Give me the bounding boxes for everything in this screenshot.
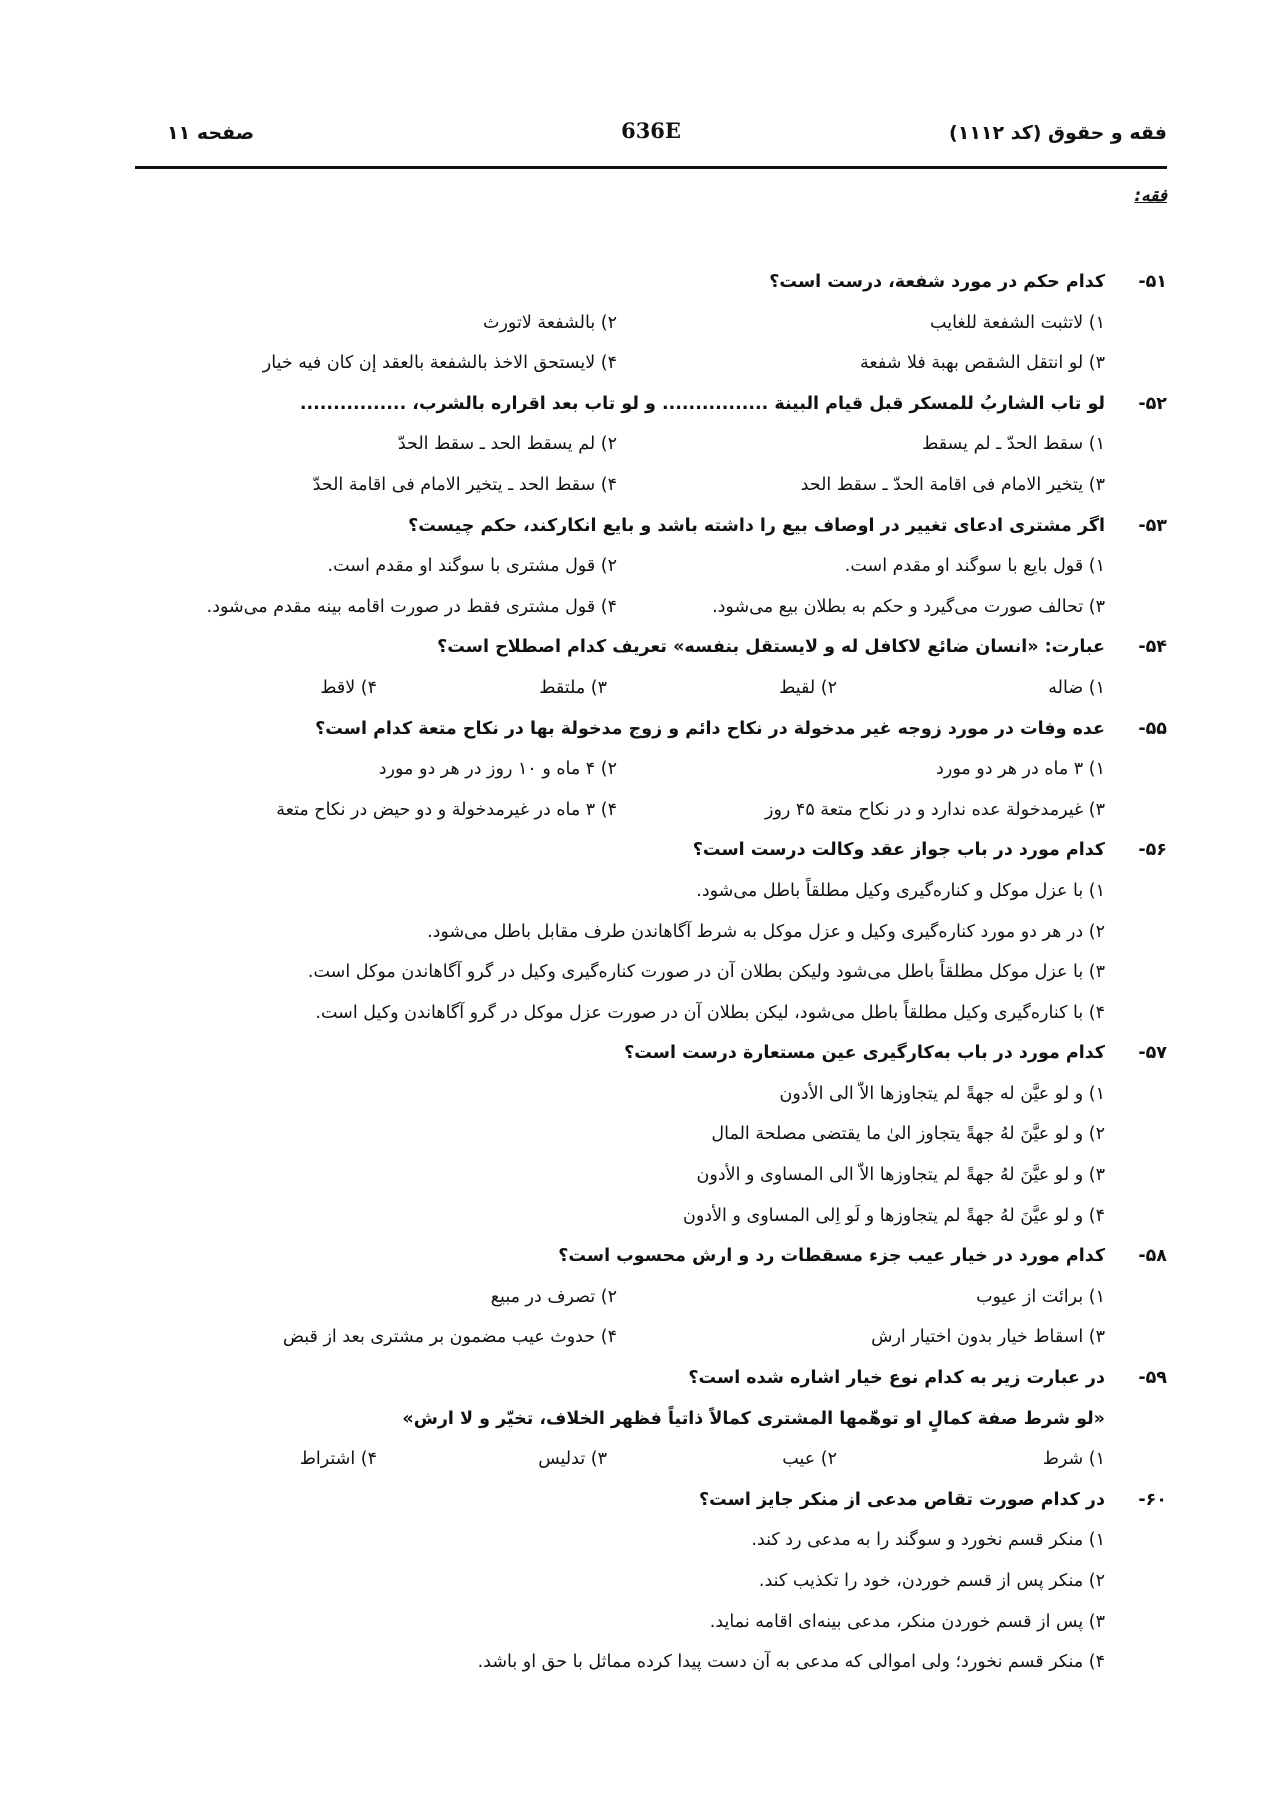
question-text: اگر مشتری ادعای تغییر در اوصاف بیع را داشته باشد و بایع انکارکند، حکم چیست؟ <box>408 515 1105 536</box>
option-row <box>135 465 1167 506</box>
question-number: ۵۳- <box>1138 515 1167 536</box>
option-row <box>135 1520 1167 1561</box>
question-number: ۵۱- <box>1138 272 1167 292</box>
question-row <box>135 709 1167 750</box>
option[interactable]: ۲) در هر دو مورد کناره‌گیری وکیل و عزل موکل به شرط آگاهاندن طرف مقابل باطل می‌شود. <box>427 921 1105 942</box>
option[interactable]: ۱) و لو عیَّن له جهةً لم یتجاوزها الاّ الی الأدون <box>779 1083 1105 1104</box>
option-row <box>135 1439 1167 1480</box>
question-row <box>135 506 1167 547</box>
question-list <box>135 262 1167 1683</box>
question-number: ۵۸- <box>1138 1246 1167 1267</box>
question-row <box>135 1033 1167 1074</box>
option[interactable]: ۴) با کناره‌گیری وکیل مطلقاً باطل می‌شود، لیکن بطلان آن در صورت عزل موکل در گرو آگاهاندن وکیل است. <box>315 1002 1105 1023</box>
option-row <box>135 303 1167 344</box>
question-text: در کدام صورت تقاص مدعی از منکر جایز است؟ <box>699 1489 1105 1510</box>
option[interactable]: ۳) پس از قسم خوردن منکر، مدعی بینه‌ای اقامه نماید. <box>709 1611 1105 1632</box>
option-row <box>135 1196 1167 1237</box>
option-row <box>135 668 1167 709</box>
question-number: ۵۷- <box>1138 1043 1167 1064</box>
option-row <box>135 871 1167 912</box>
option-row <box>135 1074 1167 1115</box>
option[interactable]: ۱) شرط <box>1042 1449 1105 1470</box>
option-row <box>135 1317 1167 1358</box>
question-row <box>135 1480 1167 1521</box>
option-row <box>135 790 1167 831</box>
question-number: ۵۵- <box>1138 718 1167 739</box>
option[interactable]: ۲) ۴ ماه و ۱۰ روز در هر دو مورد <box>378 759 617 780</box>
option[interactable]: ۲) منکر پس از قسم خوردن، خود را تکذیب کند. <box>758 1571 1105 1591</box>
option[interactable]: ۱) ۳ ماه در هر دو مورد <box>936 759 1105 780</box>
section-title: فقه: <box>1134 186 1167 206</box>
question-text: در عبارت زیر به کدام نوع خیار اشاره شده است؟ <box>688 1368 1105 1389</box>
option[interactable]: ۲) بالشفعة لاتورث <box>483 312 617 333</box>
question-row <box>135 384 1167 425</box>
subject-title: فقه و حقوق (کد ۱۱۱۲) <box>949 122 1167 144</box>
option[interactable]: ۴) حدوث عیب مضمون بر مشتری بعد از قبض <box>282 1327 617 1348</box>
option-row <box>135 1114 1167 1155</box>
option[interactable]: ۳) با عزل موکل مطلقاً باطل می‌شود ولیکن بطلان آن در صورت کناره‌گیری وکیل در گرو آگاهاندن موکل است. <box>307 962 1105 983</box>
option-row <box>135 749 1167 790</box>
question-text: کدام حکم در مورد شفعة، درست است؟ <box>769 272 1105 292</box>
option[interactable]: ۱) منکر قسم نخورد و سوگند را به مدعی رد کند. <box>751 1530 1105 1551</box>
option-row <box>135 912 1167 953</box>
option-row <box>135 424 1167 465</box>
page-header <box>135 118 1167 154</box>
question-text: عبارت: «انسان ضائع لاکافل له و لایستقل بنفسه» تعریف کدام اصطلاح است؟ <box>437 637 1105 658</box>
option[interactable]: ۲) عیب <box>782 1449 837 1470</box>
option[interactable]: ۳) تدلیس <box>538 1449 607 1470</box>
question-text: لو تاب الشاربُ للمسکر قبل قیام البینة ................ و لو تاب بعد اقراره بالشرب، ................ <box>299 393 1105 414</box>
option[interactable]: ۳) و لو عیَّنَ لهُ جهةً لم یتجاوزها الاّ الی المساوی و الأدون <box>696 1165 1105 1186</box>
option-row <box>135 1602 1167 1643</box>
option-row <box>135 1155 1167 1196</box>
question-text: کدام مورد در باب جواز عقد وکالت درست است؟ <box>692 840 1105 861</box>
option-row <box>135 343 1167 384</box>
question-number: ۵۴- <box>1138 637 1167 658</box>
question-number: ۵۲- <box>1138 393 1167 414</box>
option[interactable]: ۴) اشتراط <box>299 1449 377 1470</box>
page-number: صفحه ۱۱ <box>167 122 255 144</box>
question-number: ۵۶- <box>1138 840 1167 861</box>
question-text: کدام مورد در باب به‌کارگیری عین مستعارة درست است؟ <box>624 1043 1105 1064</box>
option[interactable]: ۳) تحالف صورت می‌گیرد و حکم به بطلان بیع می‌شود. <box>712 596 1105 617</box>
option[interactable]: ۲) قول مشتری با سوگند او مقدم است. <box>327 556 617 577</box>
option[interactable]: ۴) منکر قسم نخورد؛ ولی اموالی که مدعی به آن دست پیدا کرده مماثل با حق او باشد. <box>477 1652 1105 1673</box>
question-quote-row <box>135 1399 1167 1440</box>
question-number: ۵۹- <box>1138 1368 1167 1389</box>
question-text: کدام مورد در خیار عیب جزء مسقطات رد و ارش محسوب است؟ <box>558 1246 1105 1267</box>
option[interactable]: ۱) با عزل موکل و کناره‌گیری وکیل مطلقاً باطل می‌شود. <box>696 880 1105 901</box>
header-divider <box>135 166 1167 169</box>
option[interactable]: ۴) لاقط <box>320 677 377 698</box>
option-row <box>135 1277 1167 1318</box>
option[interactable]: ۴) و لو عیَّنَ لهُ جهةً لم یتجاوزها و لَو اِلی المساوی و الأدون <box>682 1205 1105 1226</box>
option[interactable]: ۴) لایستحق الاخذ بالشفعة بالعقد إن کان فیه خیار <box>262 353 617 374</box>
question-row <box>135 262 1167 303</box>
option[interactable]: ۳) ملتقط <box>539 677 607 698</box>
option[interactable]: ۲) و لو عیَّنَ لهُ جهةً یتجاوز الیٰ ما یقتضی مصلحة المال <box>711 1124 1105 1145</box>
option-row <box>135 993 1167 1034</box>
option-row <box>135 546 1167 587</box>
option[interactable]: ۳) اسقاط خیار بدون اختیار ارش <box>871 1327 1105 1348</box>
option[interactable]: ۱) سقط الحدّ ـ لم یسقط <box>922 434 1105 455</box>
question-quote: «لو شرط صفة کمالٍ او توهّمها المشتری کمالاً ذاتیاً فظهر الخلاف، تخیّر و لا ارش» <box>402 1408 1105 1429</box>
booklet-code: 636E <box>621 118 681 143</box>
option[interactable]: ۳) غیرمدخولة عده ندارد و در نکاح متعة ۴۵ روز <box>765 799 1105 820</box>
option[interactable]: ۱) برائت از عیوب <box>976 1286 1105 1307</box>
option[interactable]: ۱) ضاله <box>1048 677 1105 698</box>
question-row <box>135 830 1167 871</box>
question-number: ۶۰- <box>1138 1489 1167 1510</box>
option[interactable]: ۴) ۳ ماه در غیرمدخولة و دو حیض در نکاح متعة <box>276 799 617 820</box>
question-row <box>135 1236 1167 1277</box>
option[interactable]: ۳) یتخیر الامام فی اقامة الحدّ ـ سقط الحد <box>800 474 1105 495</box>
option-row <box>135 1561 1167 1602</box>
option-row <box>135 952 1167 993</box>
option[interactable]: ۴) قول مشتری فقط در صورت اقامه بینه مقدم می‌شود. <box>206 596 617 617</box>
question-row <box>135 627 1167 668</box>
option[interactable]: ۴) سقط الحد ـ یتخیر الامام فی اقامة الحدّ <box>312 474 617 495</box>
option[interactable]: ۳) لو انتقل الشقص بهبة فلا شفعة <box>860 353 1105 374</box>
question-text: عده وفات در مورد زوجه غیر مدخولة در نکاح دائم و زوج مدخولة بها در نکاح متعة کدام است؟ <box>315 718 1105 739</box>
option[interactable]: ۲) لقیط <box>779 677 837 698</box>
option-row <box>135 1642 1167 1683</box>
option[interactable]: ۱) لاتثبت الشفعة للغایب <box>930 312 1105 333</box>
option[interactable]: ۲) تصرف در مبیع <box>490 1286 617 1307</box>
option[interactable]: ۲) لم یسقط الحد ـ سقط الحدّ <box>397 434 617 455</box>
option-row <box>135 587 1167 628</box>
option[interactable]: ۱) قول بایع با سوگند او مقدم است. <box>844 556 1105 577</box>
question-row <box>135 1358 1167 1399</box>
